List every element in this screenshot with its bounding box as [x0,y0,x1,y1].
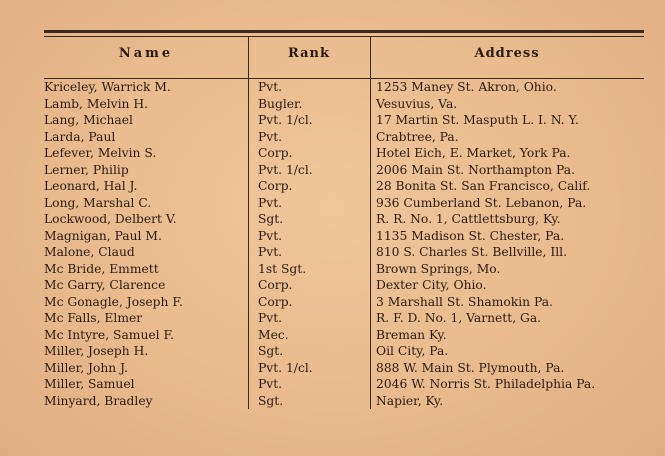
name-cell: Mc Intyre, Samuel F. [44,327,175,342]
address-cell: 1135 Madison St. Chester, Pa. [376,228,565,243]
name-cell: Mc Garry, Clarence [44,278,166,292]
rank-cell: Pvt. [258,80,283,94]
name-cell: Mc Bride, Emmett [44,261,159,276]
rank-cell: Pvt. [258,377,283,391]
table-row [0,360,665,377]
name-cell: Lang, Michael [44,113,133,127]
address-cell: Crabtree, Pa. [376,129,459,144]
name-cell: Kriceley, Warrick M. [44,80,171,94]
address-cell: 2006 Main St. Northampton Pa. [376,162,575,177]
address-cell: Dexter City, Ohio. [376,278,487,292]
rank-cell: Pvt. [258,129,283,144]
name-cell: Minyard, Bradley [44,393,153,408]
rank-cell: Corp. [258,294,293,309]
top-thin-rule [44,36,644,37]
address-cell: Breman Ky. [376,327,447,342]
name-cell: Lockwood, Delbert V. [44,212,177,226]
rank-cell: Corp. [258,278,293,292]
name-cell: Lamb, Melvin H. [44,96,148,111]
address-cell: 3 Marshall St. Shamokin Pa. [376,294,553,309]
name-cell: Miller, John J. [44,360,128,375]
address-cell: Napier, Ky. [376,393,444,408]
address-cell: 28 Bonita St. San Francisco, Calif. [376,179,591,193]
name-cell: Miller, Samuel [44,377,135,391]
rank-cell: Pvt. [258,311,283,325]
address-cell: 1253 Maney St. Akron, Ohio. [376,80,557,94]
address-cell: 17 Martin St. Masputh L. I. N. Y. [376,113,579,127]
table-row [0,310,665,327]
table-row [0,178,665,195]
address-cell: R. R. No. 1, Cattlettsburg, Ky. [376,212,561,226]
column-header-address: Address [474,46,540,61]
table-row [0,79,665,96]
rank-cell: 1st Sgt. [258,261,307,276]
rank-cell: Mec. [258,327,289,342]
address-cell: 888 W. Main St. Plymouth, Pa. [376,360,565,375]
name-cell: Malone, Claud [44,245,135,259]
address-cell: Hotel Eich, E. Market, York Pa. [376,146,571,160]
rank-cell: Bugler. [258,96,303,111]
rank-cell: Pvt. 1/cl. [258,360,313,375]
rank-cell: Sgt. [258,393,284,408]
rank-cell: Sgt. [258,212,284,226]
table-row [0,294,665,311]
table-row [0,112,665,129]
column-header-name: Name [118,46,174,61]
rank-cell: Pvt. 1/cl. [258,113,313,127]
address-cell: 810 S. Charles St. Bellville, Ill. [376,245,567,259]
address-cell: Brown Springs, Mo. [376,261,501,276]
rank-cell: Pvt. [258,245,283,259]
table-row [0,261,665,278]
table-row [0,228,665,245]
name-cell: Lefever, Melvin S. [44,146,157,160]
table-row [0,96,665,113]
address-cell: 936 Cumberland St. Lebanon, Pa. [376,195,587,210]
rank-cell: Sgt. [258,344,284,358]
rank-cell: Corp. [258,146,293,160]
rank-cell: Pvt. [258,228,283,243]
table-row [0,327,665,344]
name-cell: Larda, Paul [44,129,116,144]
table-row [0,211,665,228]
name-cell: Mc Gonagle, Joseph F. [44,294,183,309]
rank-cell: Corp. [258,179,293,193]
address-cell: R. F. D. No. 1, Varnett, Ga. [376,311,542,325]
name-cell: Lerner, Philip [44,162,129,177]
rank-cell: Pvt. 1/cl. [258,162,313,177]
table-row [0,195,665,212]
address-cell: 2046 W. Norris St. Philadelphia Pa. [376,377,596,391]
name-cell: Long, Marshal C. [44,195,152,210]
table-row [0,277,665,294]
name-cell: Leonard, Hal J. [44,179,138,193]
roster-rows [0,79,665,409]
top-double-rule [44,30,644,33]
name-cell: Mc Falls, Elmer [44,311,143,325]
rank-cell: Pvt. [258,195,283,210]
table-row [0,162,665,179]
table-row [0,343,665,360]
name-cell: Miller, Joseph H. [44,344,149,358]
table-row [0,244,665,261]
table-row [0,393,665,410]
table-row [0,145,665,162]
table-row [0,376,665,393]
column-header-rank: Rank [288,46,330,61]
table-row [0,129,665,146]
address-cell: Oil City, Pa. [376,344,449,358]
name-cell: Magnigan, Paul M. [44,228,162,243]
address-cell: Vesuvius, Va. [376,96,458,111]
